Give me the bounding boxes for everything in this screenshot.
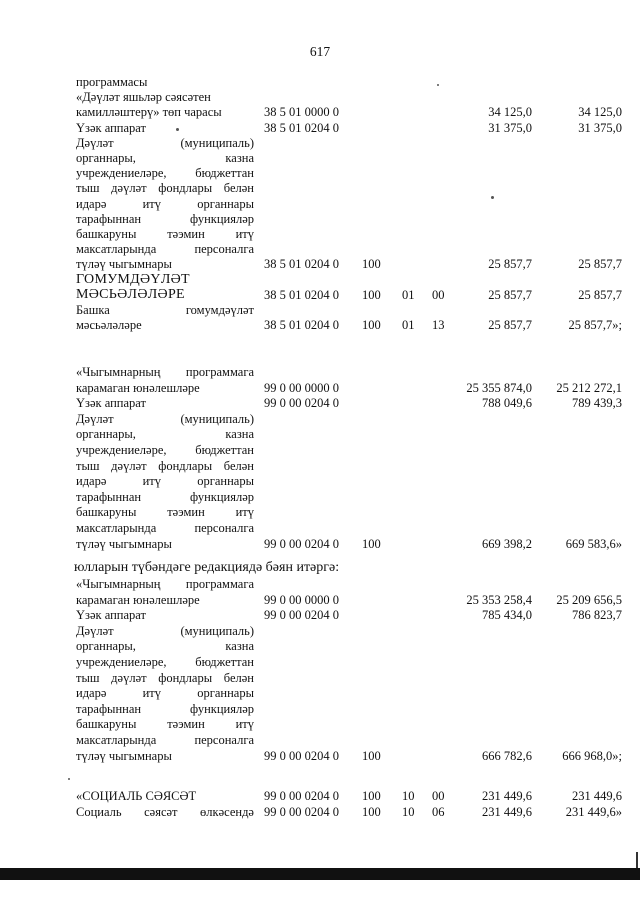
row-name: Социаль сәясәт өлкәсендә [76, 804, 254, 819]
row-code: 99 0 00 0204 0 [264, 608, 339, 623]
row-name: башкаруны тәэмин итү [76, 227, 254, 241]
row-name: органнары, казна [76, 427, 254, 442]
row-expense-type: 100 [362, 287, 381, 302]
row-expense-type: 100 [362, 318, 381, 333]
row-subsection: 00 [432, 287, 445, 302]
row-value-year1: 25 857,7 [488, 257, 532, 272]
table-row [0, 180, 640, 196]
row-name: идарә итү органнары [76, 474, 254, 489]
scan-speck [491, 196, 494, 199]
row-name: карамаган юнәлешләре [76, 380, 200, 395]
table-row [0, 748, 640, 764]
row-name: Башка гомумдәүләт [76, 303, 254, 317]
table-row [0, 473, 640, 489]
row-name: мәсьәләләре [76, 318, 142, 333]
row-name: түләү чыгымнары [76, 257, 172, 272]
scan-speck [437, 84, 439, 86]
row-code: 99 0 00 0204 0 [264, 396, 339, 411]
row-name: башкаруны тәэмин итү [76, 717, 254, 732]
row-subsection: 13 [432, 318, 445, 333]
table-row [0, 536, 640, 552]
row-value-year2: 25 857,7 [578, 257, 622, 272]
row-value-year2: 669 583,6» [565, 536, 622, 551]
row-value-year1: 25 355 874,0 [466, 380, 532, 395]
row-value-year2: 25 212 272,1 [556, 380, 622, 395]
row-name: тыш дәүләт фондлары белән [76, 670, 254, 685]
table-row [0, 256, 640, 272]
row-code: 99 0 00 0204 0 [264, 748, 339, 763]
row-section: 10 [402, 789, 415, 803]
row-value-year2: 34 125,0 [578, 105, 622, 120]
row-expense-type: 100 [362, 789, 381, 803]
row-name: тарафыннан функцияләр [76, 211, 254, 226]
row-value-year2: 786 823,7 [572, 608, 622, 623]
row-name: түләү чыгымнары [76, 748, 172, 763]
table-row [0, 458, 640, 474]
row-name: идарә итү органнары [76, 196, 254, 211]
row-section: 01 [402, 318, 415, 333]
row-section: 10 [402, 804, 415, 819]
row-expense-type: 100 [362, 257, 381, 272]
row-name: органнары, казна [76, 151, 254, 165]
table-row [0, 287, 640, 303]
table-row [0, 104, 640, 120]
row-value-year2: 666 968,0»; [562, 748, 622, 763]
scan-bottom-border [0, 868, 640, 880]
row-name: Үзәк аппарат [76, 120, 146, 135]
row-value-year1: 34 125,0 [488, 105, 532, 120]
table-row [0, 317, 640, 333]
table-row [0, 302, 640, 318]
table-row [0, 74, 640, 90]
row-name: учреждениеләре, бюджеттан [76, 655, 254, 669]
row-value-year2: 25 209 656,5 [556, 592, 622, 607]
table-row [0, 241, 640, 257]
row-name: максатларында персоналга [76, 242, 254, 257]
row-value-year2: 789 439,3 [572, 396, 622, 411]
row-name: Дәүләт (муниципаль) [76, 411, 254, 426]
row-value-year1: 788 049,6 [482, 396, 532, 411]
table-row [0, 685, 640, 701]
table-row [0, 607, 640, 623]
table-row [0, 135, 640, 151]
table-row [0, 504, 640, 520]
row-name: карамаган юнәлешләре [76, 592, 200, 607]
row-name: «Чыгымнарның программага [76, 577, 254, 591]
row-code: 99 0 00 0204 0 [264, 789, 339, 803]
row-name: программасы [76, 75, 148, 89]
table-row [0, 272, 640, 288]
row-code: 99 0 00 0000 0 [264, 592, 339, 607]
row-value-year1: 25 353 258,4 [466, 592, 532, 607]
table-row [0, 489, 640, 505]
row-expense-type: 100 [362, 748, 381, 763]
row-value-year1: 231 449,6 [482, 789, 532, 803]
intro-text: юлларын түбәндәге редакциядә бәян итәргә: [74, 560, 340, 575]
table-row [0, 788, 640, 804]
row-value-year1: 666 782,6 [482, 748, 532, 763]
row-subsection: 00 [432, 789, 445, 803]
row-name: Дәүләт (муниципаль) [76, 135, 254, 150]
table-row [0, 701, 640, 717]
row-name: «Чыгымнарның программага [76, 365, 254, 379]
row-name: максатларында персоналга [76, 733, 254, 747]
scan-speck [176, 128, 179, 131]
row-value-year2: 31 375,0 [578, 120, 622, 135]
table-row [0, 804, 640, 820]
row-name: ГОМУМДӘҮЛӘТ [76, 271, 190, 287]
scan-speck [68, 778, 70, 780]
intro-row [0, 560, 640, 576]
row-name: максатларында персоналга [76, 521, 254, 535]
row-name: учреждениеләре, бюджеттан [76, 166, 254, 181]
row-value-year2: 25 857,7 [578, 287, 622, 302]
table-row [0, 623, 640, 639]
row-name: тыш дәүләт фондлары белән [76, 458, 254, 473]
row-name: Дәүләт (муниципаль) [76, 623, 254, 638]
row-value-year2: 25 857,7»; [568, 318, 622, 333]
table-row [0, 120, 640, 136]
row-code: 38 5 01 0204 0 [264, 318, 339, 333]
table-row [0, 226, 640, 242]
row-name: «Дәүләт яшьләр сәясәтен [76, 90, 211, 105]
row-name: тарафыннан функцияләр [76, 701, 254, 716]
row-value-year2: 231 449,6» [565, 804, 622, 819]
page-number: 617 [309, 44, 331, 59]
table-row [0, 638, 640, 654]
row-expense-type: 100 [362, 536, 381, 551]
row-section: 01 [402, 287, 415, 302]
table-row [0, 380, 640, 396]
table-row [0, 716, 640, 732]
row-value-year1: 25 857,7 [488, 318, 532, 333]
row-name: идарә итү органнары [76, 686, 254, 701]
row-code: 38 5 01 0000 0 [264, 105, 339, 120]
row-name: тарафыннан функцияләр [76, 489, 254, 504]
row-value-year1: 785 434,0 [482, 608, 532, 623]
row-value-year1: 25 857,7 [488, 287, 532, 302]
row-code: 38 5 01 0204 0 [264, 257, 339, 272]
table-row [0, 576, 640, 592]
row-name: камилләштерү» төп чарасы [76, 105, 222, 120]
table-row [0, 196, 640, 212]
row-name: тыш дәүләт фондлары белән [76, 181, 254, 196]
row-name: МӘСЬӘЛӘЛӘРЕ [76, 286, 185, 302]
table-row [0, 732, 640, 748]
row-name: Үзәк аппарат [76, 396, 146, 411]
table-row [0, 411, 640, 427]
row-name: «СОЦИАЛЬ СӘЯСӘТ [76, 789, 197, 803]
table-row [0, 364, 640, 380]
table-row [0, 592, 640, 608]
row-name: башкаруны тәэмин итү [76, 505, 254, 520]
table-row [0, 165, 640, 181]
table-row [0, 395, 640, 411]
row-code: 99 0 00 0204 0 [264, 804, 339, 819]
table-row [0, 150, 640, 166]
row-code: 99 0 00 0204 0 [264, 536, 339, 551]
row-name: учреждениеләре, бюджеттан [76, 443, 254, 457]
table-row [0, 670, 640, 686]
row-code: 38 5 01 0204 0 [264, 287, 339, 302]
table-row [0, 654, 640, 670]
row-code: 38 5 01 0204 0 [264, 120, 339, 135]
table-row [0, 211, 640, 227]
row-value-year1: 669 398,2 [482, 536, 532, 551]
table-row [0, 426, 640, 442]
table-row [0, 442, 640, 458]
row-value-year2: 231 449,6 [572, 789, 622, 803]
row-expense-type: 100 [362, 804, 381, 819]
row-subsection: 06 [432, 804, 445, 819]
table-row [0, 89, 640, 105]
row-name: органнары, казна [76, 639, 254, 654]
row-value-year1: 231 449,6 [482, 804, 532, 819]
row-value-year1: 31 375,0 [488, 120, 532, 135]
row-name: түләү чыгымнары [76, 536, 172, 551]
row-code: 99 0 00 0000 0 [264, 380, 339, 395]
table-row [0, 520, 640, 536]
row-name: Үзәк аппарат [76, 608, 146, 623]
